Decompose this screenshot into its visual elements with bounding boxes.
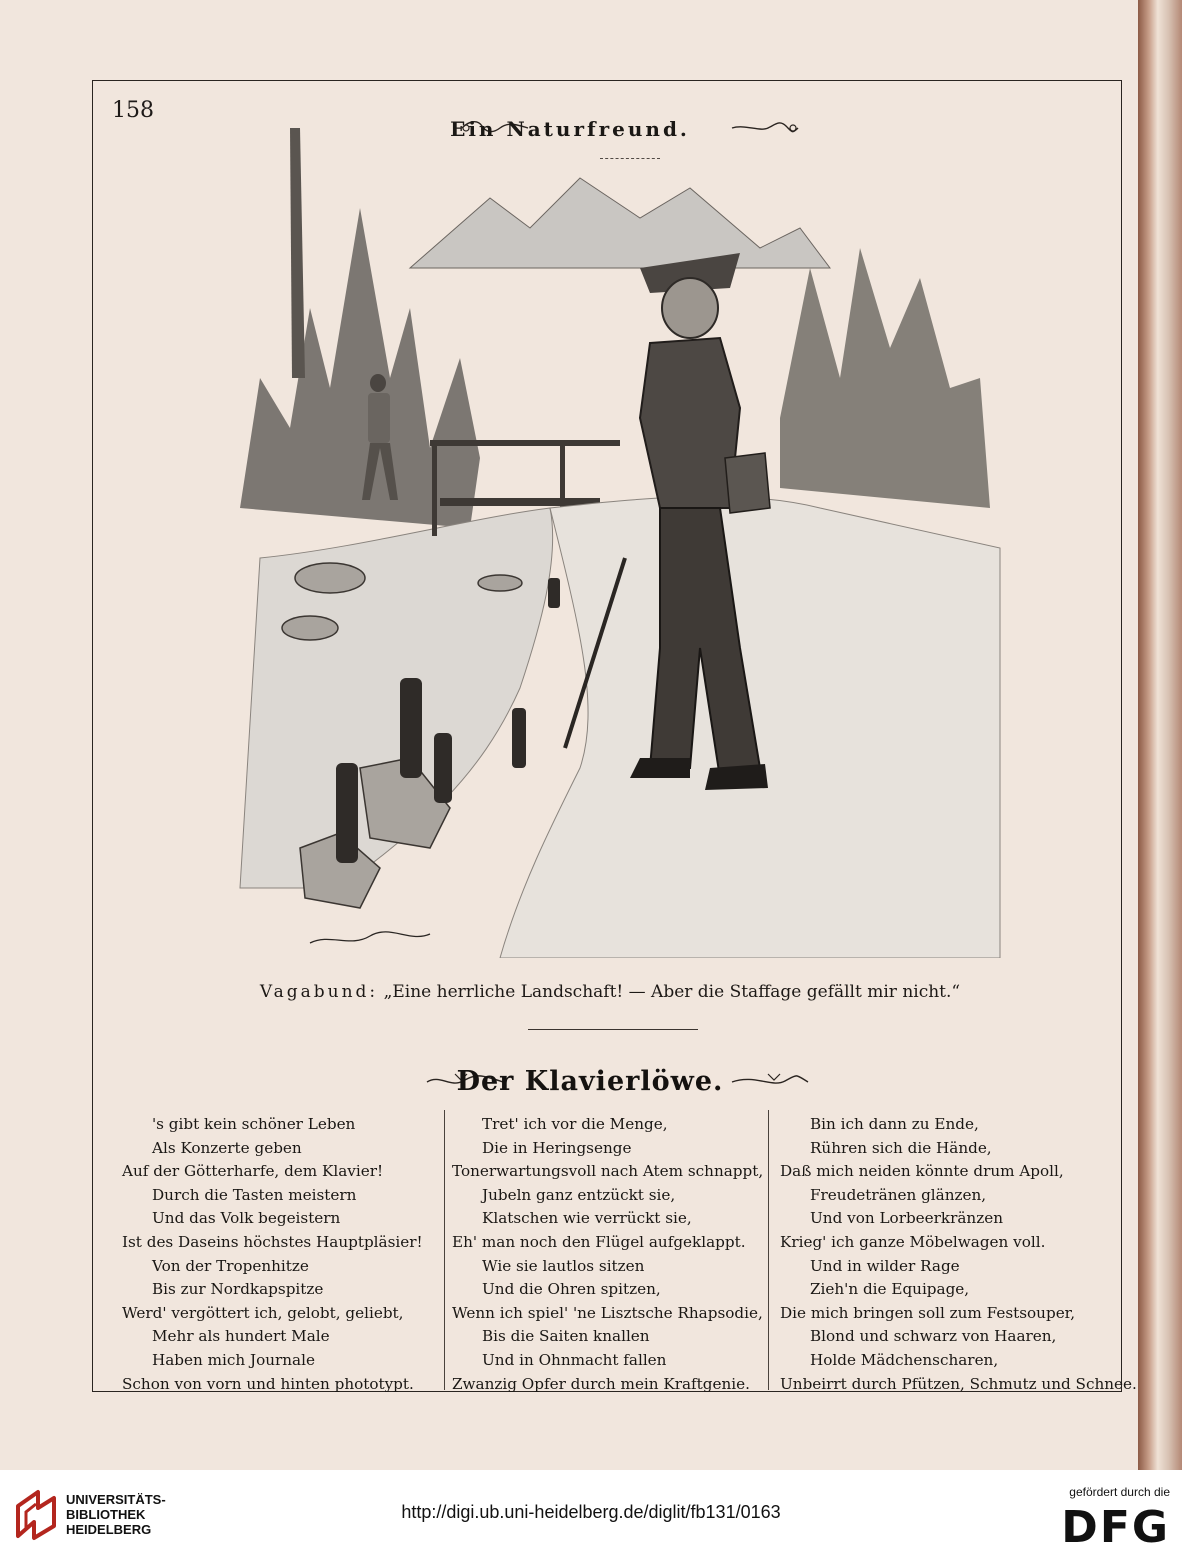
poem-line: 's gibt kein schöner Leben	[152, 1115, 356, 1133]
forest-right	[780, 248, 990, 508]
dfg-logo-icon: DFG	[1061, 1502, 1170, 1553]
poem-line: Wie sie lautlos sitzen	[482, 1256, 645, 1275]
poem-line: Haben mich Journale	[152, 1350, 315, 1369]
column-separator	[444, 1110, 445, 1390]
poem-line: Freudetränen glänzen,	[810, 1185, 987, 1204]
poem-line: Zieh'n die Equipage,	[810, 1280, 970, 1299]
library-name-line: BIBLIOTHEK	[66, 1507, 146, 1522]
poem-line: Und das Volk begeistern	[152, 1209, 341, 1228]
library-name-line: UNIVERSITÄTS-	[66, 1492, 166, 1507]
poem-line: Wenn ich spiel' 'ne Lisztsche Rhapsodie,	[452, 1303, 763, 1322]
artist-signature-icon	[310, 932, 430, 943]
poem-line: Zwanzig Opfer durch mein Kraftgenie.	[452, 1374, 750, 1393]
poem-line: Klatschen wie verrückt sie,	[482, 1209, 692, 1228]
funder-text: gefördert durch die	[1069, 1485, 1170, 1499]
poem-line: Bin ich dann zu Ende,	[810, 1115, 979, 1133]
poem-line: Krieg' ich ganze Möbelwagen voll.	[780, 1232, 1046, 1251]
poem-line: Blond und schwarz von Haaren,	[810, 1327, 1057, 1346]
library-name-line: HEIDELBERG	[66, 1522, 152, 1537]
poem-line: Die mich bringen soll zum Festsouper,	[780, 1303, 1076, 1322]
poem-line: Ist des Daseins höchstes Hauptpläsier!	[122, 1232, 423, 1251]
book-edge	[1138, 0, 1182, 1470]
poem-line: Rühren sich die Hände,	[810, 1138, 992, 1157]
poem-line: Und in Ohnmacht fallen	[482, 1350, 667, 1369]
caption-speaker: Vagabund:	[259, 982, 379, 1002]
poem-line: Schon von vorn und hinten phototypt.	[122, 1374, 414, 1393]
poem-line: Mehr als hundert Male	[152, 1327, 330, 1346]
poem-line: Auf der Götterharfe, dem Klavier!	[122, 1162, 384, 1181]
page-number: 158	[112, 98, 154, 123]
illustration-title: Ein Naturfreund.	[450, 117, 690, 141]
poem-line: Unbeirrt durch Pfützen, Schmutz und Schnee.	[780, 1374, 1137, 1393]
column-separator	[768, 1110, 769, 1390]
poem-line: Holde Mädchenscharen,	[810, 1350, 999, 1369]
poem-line: Jubeln ganz entzückt sie,	[482, 1185, 676, 1204]
poem-title-ornament-right-icon	[730, 1070, 810, 1092]
poem-column-1	[122, 1113, 438, 1396]
caption-text: „Eine herrliche Landschaft! — Aber die Staffage gefällt mir nicht.“	[383, 982, 961, 1002]
poem-line: Bis zur Nordkapspitze	[152, 1280, 324, 1299]
poem-line: Eh' man noch den Flügel aufgeklappt.	[452, 1232, 746, 1251]
illustration-caption	[230, 982, 990, 1002]
poem-title: Der Klavierlöwe.	[456, 1066, 724, 1097]
poem-line: Bis die Saiten knallen	[482, 1327, 650, 1346]
poem-line: Werd' vergöttert ich, gelobt, geliebt,	[122, 1303, 404, 1322]
poem-line: Und die Ohren spitzen,	[482, 1280, 661, 1299]
section-divider	[528, 1029, 698, 1030]
permalink-url[interactable]: http://digi.ub.uni-heidelberg.de/diglit/fb131/0163	[401, 1502, 781, 1522]
poem-line: Durch die Tasten meistern	[152, 1185, 357, 1204]
poem-line: Daß mich neiden könnte drum Apoll,	[780, 1162, 1064, 1181]
poem-line: Und von Lorbeerkränzen	[810, 1209, 1003, 1228]
poem-column-2	[452, 1113, 764, 1396]
illustration-vagabond-landscape	[220, 128, 1010, 958]
poem-line: Tret' ich vor die Menge,	[482, 1115, 668, 1133]
poem-line: Und in wilder Rage	[810, 1256, 960, 1275]
poem-line: Von der Tropenhitze	[152, 1256, 309, 1275]
mountain-range	[410, 178, 830, 268]
poem-line: Tonerwartungsvoll nach Atem schnappt,	[452, 1162, 764, 1181]
birch-tree	[290, 128, 305, 378]
poem-line: Die in Heringsenge	[482, 1138, 632, 1157]
poem-line: Als Konzerte geben	[152, 1138, 302, 1157]
poem-column-3	[780, 1113, 1137, 1396]
